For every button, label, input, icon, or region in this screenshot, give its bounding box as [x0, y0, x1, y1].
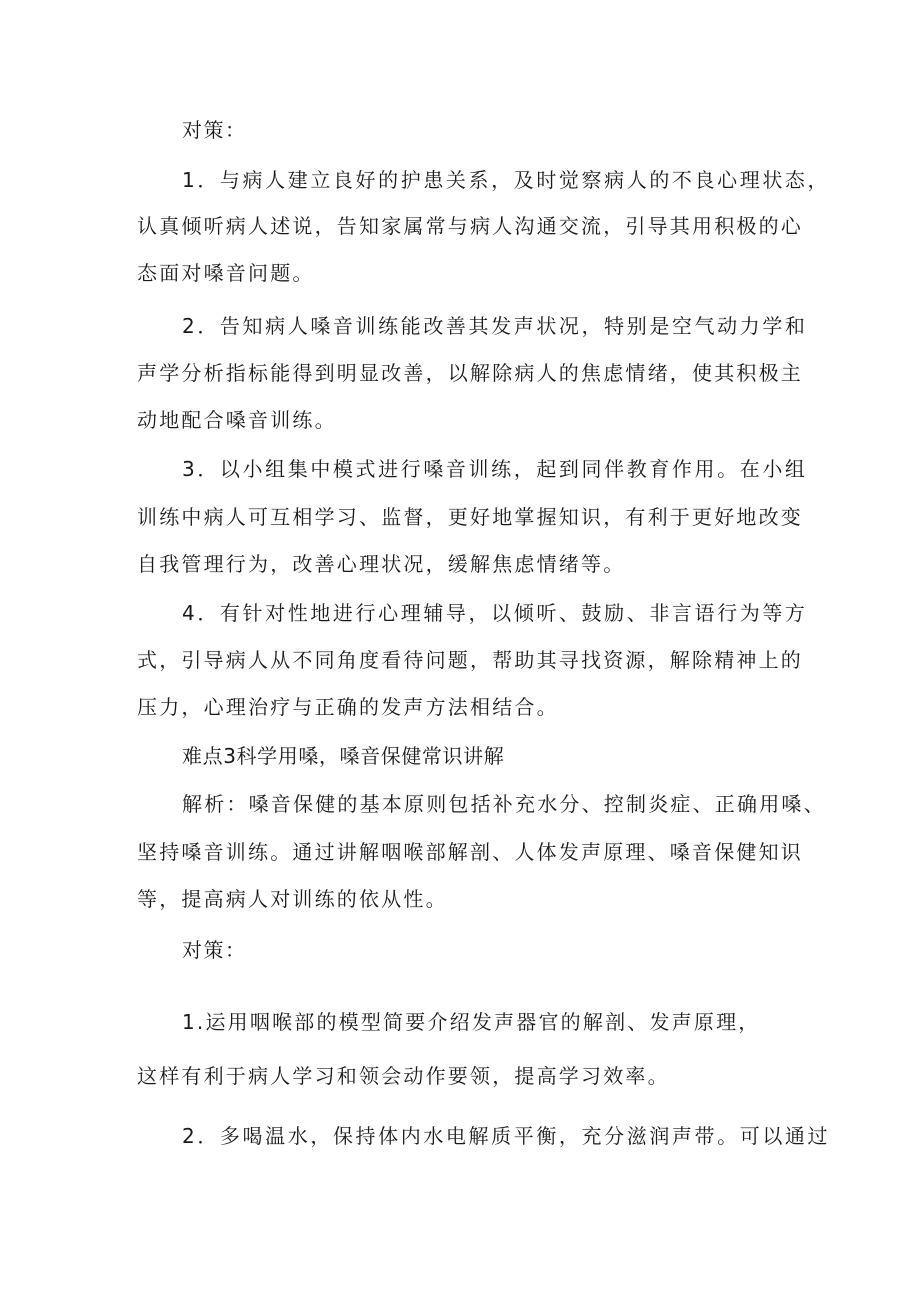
text-line: 训练中病人可互相学习、监督，更好地掌握知识，有利于更好地改变 — [137, 505, 803, 529]
text-line: 认真倾听病人述说，告知家属常与病人沟通交流，引导其用积极的心 — [137, 214, 803, 238]
text-line: 2．告知病人嗓音训练能改善其发声状况，特别是空气动力学和 — [182, 314, 808, 338]
text-line: 式，引导病人从不同角度看待问题，帮助其寻找资源，解除精神上的 — [137, 648, 803, 672]
section-heading: 难点3科学用嗓，嗓音保健常识讲解 — [182, 744, 505, 768]
text-line: 动地配合嗓音训练。 — [137, 408, 337, 432]
text-line: 2．多喝温水，保持体内水电解质平衡，充分滋润声带。可以通过 — [182, 1124, 831, 1148]
text-line: 解析：嗓音保健的基本原则包括补充水分、控制炎症、正确用嗓、 — [182, 792, 826, 816]
text-line: 等，提高病人对训练的依从性。 — [137, 887, 448, 911]
text-line: 声学分析指标能得到明显改善，以解除病人的焦虑情绪，使其积极主 — [137, 361, 803, 385]
text-line: 对策： — [182, 938, 247, 962]
text-line: 坚持嗓音训练。通过讲解咽喉部解剖、人体发声原理、嗓音保健知识 — [137, 840, 803, 864]
text-line: 态面对嗓音问题。 — [137, 261, 315, 285]
text-line: 3．以小组集中模式进行嗓音训练，起到同伴教育作用。在小组 — [182, 457, 808, 481]
text-line: 这样有利于病人学习和领会动作要领，提高学习效率。 — [137, 1064, 670, 1088]
text-line: 压力，心理治疗与正确的发声方法相结合。 — [137, 695, 559, 719]
text-line: 1.运用咽喉部的模型简要介绍发声器官的解剖、发声原理， — [182, 1010, 761, 1034]
text-line: 自我管理行为，改善心理状况，缓解焦虑情绪等。 — [137, 552, 626, 576]
text-line: 1．与病人建立良好的护患关系，及时觉察病人的不良心理状态， — [182, 168, 831, 192]
text-line: 对策： — [182, 118, 247, 142]
text-line: 4．有针对性地进行心理辅导，以倾听、鼓励、非言语行为等方 — [182, 601, 808, 625]
